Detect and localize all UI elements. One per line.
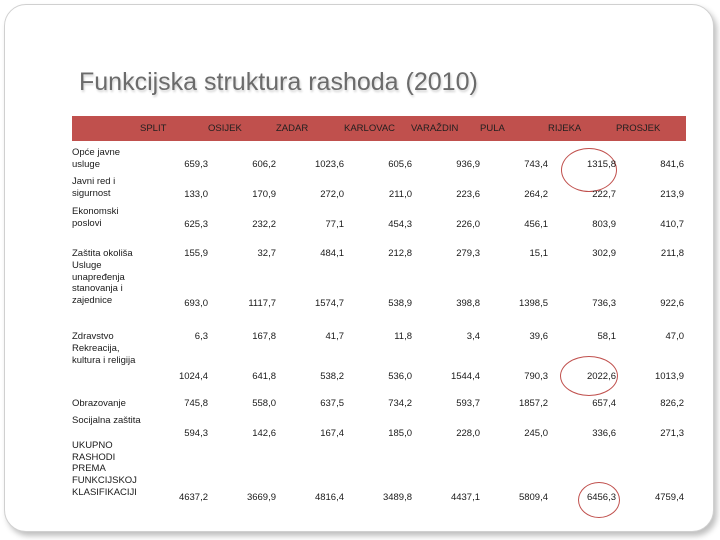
- table-cell: 211,8: [660, 248, 684, 259]
- table-cell: 2022,6: [586, 371, 616, 382]
- table-cell: 228,0: [456, 428, 480, 439]
- table-cell: 841,6: [660, 159, 684, 170]
- table-cell: 271,3: [660, 428, 684, 439]
- row-label-zdravstvo: Zdravstvo: [72, 331, 114, 342]
- table-cell: 185,0: [388, 428, 412, 439]
- table-cell: 398,8: [456, 298, 480, 309]
- row-label-ukupno: UKUPNO RASHODI PREMA FUNKCIJSKOJ KLASIFIKACIJI: [72, 440, 137, 498]
- table-cell: 1315,8: [586, 159, 616, 170]
- table-cell: 625,3: [184, 219, 208, 230]
- table-cell: 410,7: [660, 219, 684, 230]
- row-label-obrazovanje: Obrazovanje: [72, 398, 126, 409]
- table-cell: 6456,3: [586, 492, 616, 503]
- table-cell: 1117,7: [248, 298, 276, 309]
- table-cell: 605,6: [388, 159, 412, 170]
- table-cell: 212,8: [388, 248, 412, 259]
- table-cell: 736,3: [592, 298, 616, 309]
- column-header-osijek: OSIJEK: [208, 123, 242, 134]
- table-cell: 39,6: [529, 331, 548, 342]
- table-cell: 803,9: [592, 219, 616, 230]
- table-cell: 245,0: [524, 428, 548, 439]
- table-cell: 264,2: [524, 189, 548, 200]
- table-cell: 155,9: [184, 248, 208, 259]
- table-cell: 826,2: [660, 398, 684, 409]
- table-cell: 222,7: [592, 189, 616, 200]
- table-cell: 142,6: [252, 428, 276, 439]
- table-cell: 211,0: [388, 189, 412, 200]
- column-header-varazdin: VARAŽDIN: [411, 123, 459, 134]
- table-cell: 4816,4: [314, 492, 344, 503]
- table-cell: 213,9: [660, 189, 684, 200]
- table-cell: 77,1: [325, 219, 344, 230]
- table-cell: 4759,4: [654, 492, 684, 503]
- row-label-javni-red: Javni red i sigurnost: [72, 176, 116, 199]
- row-label-zastita-okolisa: Zaštita okoliša: [72, 248, 133, 259]
- table-cell: 3669,9: [246, 492, 276, 503]
- table-cell: 3,4: [466, 331, 480, 342]
- table-cell: 693,0: [184, 298, 208, 309]
- table-cell: 1013,9: [654, 371, 684, 382]
- column-header-karlovac: KARLOVAC: [344, 123, 396, 134]
- table-cell: 170,9: [252, 189, 276, 200]
- table-cell: 223,6: [456, 189, 480, 200]
- table-cell: 593,7: [456, 398, 480, 409]
- table-cell: 1544,4: [450, 371, 480, 382]
- table-cell: 594,3: [184, 428, 208, 439]
- table-cell: 659,3: [184, 159, 208, 170]
- table-cell: 745,8: [184, 398, 208, 409]
- table-cell: 6,3: [194, 331, 208, 342]
- table-cell: 167,4: [320, 428, 344, 439]
- table-cell: 232,2: [252, 219, 276, 230]
- table-cell: 1857,2: [518, 398, 548, 409]
- table-cell: 167,8: [252, 331, 276, 342]
- table-cell: 272,0: [320, 189, 344, 200]
- table-cell: 743,4: [524, 159, 548, 170]
- table-cell: 456,1: [524, 219, 548, 230]
- table-cell: 302,9: [592, 248, 616, 259]
- table-cell: 1023,6: [314, 159, 344, 170]
- table-cell: 32,7: [257, 248, 276, 259]
- table-cell: 536,0: [388, 371, 412, 382]
- table-cell: 538,2: [320, 371, 344, 382]
- table-cell: 58,1: [597, 331, 616, 342]
- table-cell: 538,9: [388, 298, 412, 309]
- table-cell: 11,8: [394, 331, 412, 342]
- slide-title: Funkcijska struktura rashoda (2010): [79, 68, 478, 96]
- table-cell: 226,0: [456, 219, 480, 230]
- table-cell: 558,0: [252, 398, 276, 409]
- column-header-pula: PULA: [480, 123, 505, 134]
- table-cell: 637,5: [320, 398, 344, 409]
- table-cell: 936,9: [456, 159, 480, 170]
- table-cell: 15,1: [529, 248, 548, 259]
- column-header-rijeka: RIJEKA: [548, 123, 582, 134]
- table-cell: 922,6: [660, 298, 684, 309]
- table-cell: 4437,1: [450, 492, 480, 503]
- table-cell: 454,3: [388, 219, 412, 230]
- table-cell: 5809,4: [518, 492, 548, 503]
- row-label-ekonomski-poslovi: Ekonomski poslovi: [72, 206, 119, 229]
- table-header: [72, 116, 686, 141]
- column-header-prosjek: PROSJEK: [616, 123, 661, 134]
- table-cell: 657,4: [592, 398, 616, 409]
- table-cell: 484,1: [320, 248, 344, 259]
- row-label-rekreacija-kultura: Rekreacija, kultura i religija: [72, 343, 136, 366]
- table-cell: 1574,7: [314, 298, 344, 309]
- column-header-split: SPLIT: [140, 123, 167, 134]
- table-cell: 1398,5: [518, 298, 548, 309]
- table-cell: 4637,2: [178, 492, 208, 503]
- table-cell: 133,0: [184, 189, 208, 200]
- table-cell: 606,2: [252, 159, 276, 170]
- table-cell: 734,2: [388, 398, 412, 409]
- row-label-socijalna-zastita: Socijalna zaštita: [72, 415, 141, 426]
- table-cell: 41,7: [325, 331, 344, 342]
- table-cell: 279,3: [456, 248, 480, 259]
- row-label-opce-javne-usluge: Opće javne usluge: [72, 147, 121, 170]
- column-header-zadar: ZADAR: [276, 123, 309, 134]
- table-cell: 641,8: [252, 371, 276, 382]
- table-cell: 1024,4: [178, 371, 208, 382]
- table-cell: 790,3: [524, 371, 548, 382]
- table-cell: 336,6: [592, 428, 616, 439]
- table-cell: 3489,8: [382, 492, 412, 503]
- row-label-usluge-stanovanja: Usluge unapređenja stanovanja i zajednice: [72, 260, 125, 307]
- highlight-ring-rijeka-opce: [561, 148, 617, 192]
- table-cell: 47,0: [665, 331, 684, 342]
